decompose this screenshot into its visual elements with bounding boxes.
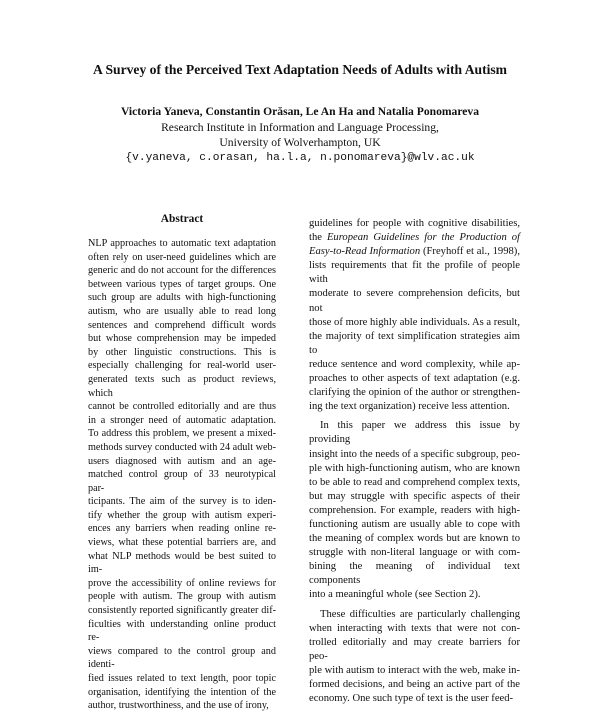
intro-paragraph-3 bbox=[309, 608, 520, 707]
text-line: methods survey conducted with 24 adult web- bbox=[88, 441, 276, 453]
text-line: reduce sentence and word complexity, while ap- bbox=[309, 358, 520, 370]
text-line: To address this problem, we present a mixed- bbox=[88, 428, 276, 440]
text-line: These difficulties are particularly challenging bbox=[320, 608, 520, 620]
text-line: ences any barriers when reading online re- bbox=[88, 523, 276, 535]
text-line: ficulties with understanding online product re- bbox=[88, 618, 276, 644]
text-line: generated texts such as product reviews, which bbox=[88, 373, 276, 399]
text-line: into a meaningful whole (see Section 2). bbox=[309, 589, 481, 601]
text-line: moderate to severe comprehension deficits, but not bbox=[309, 288, 520, 314]
text-line: views, what these potential barriers are, and bbox=[88, 537, 276, 549]
text-line: matched control group of 33 neurotypical par- bbox=[88, 469, 276, 494]
text-line: generic and do not account for the differences bbox=[88, 265, 276, 277]
text-line: proaches to other aspects of text adaptation (e.g. bbox=[309, 373, 520, 385]
text-line: what NLP methods would be best suited to im- bbox=[88, 550, 276, 576]
text-line: ple with autism to interact with the web, make in- bbox=[309, 664, 520, 676]
text-line: NLP approaches to automatic text adaptation bbox=[88, 238, 276, 249]
intro-paragraph-1 bbox=[309, 217, 520, 414]
abstract-body bbox=[88, 237, 276, 713]
text-line: ing the text organization) receive less attention. bbox=[309, 401, 510, 413]
author-emails: {v.yaneva, c.orasan, ha.l.a, n.ponomareva}@wlv.ac.uk bbox=[125, 151, 475, 164]
affiliation-line-1: Research Institute in Information and Language Processing, bbox=[161, 120, 439, 134]
text-line: users diagnosed with autism and an age- bbox=[88, 455, 276, 467]
text-line: In this paper we address this issue by providing bbox=[309, 420, 520, 446]
text-line: ple with high-functioning autism, who are known bbox=[309, 462, 520, 474]
text-line: when interacting with texts that were not con- bbox=[309, 622, 520, 634]
text-line: to be able to read and comprehend complex texts, bbox=[309, 476, 520, 488]
abstract-heading: Abstract bbox=[160, 213, 204, 225]
text-line: those of more highly able individuals. As a result, bbox=[309, 316, 520, 328]
text-line: fied issues related to text length, poor topic bbox=[88, 673, 276, 684]
text-line: views compared to the control group and identi- bbox=[88, 645, 276, 671]
text-line: guidelines for people with cognitive disabilities, bbox=[309, 218, 520, 229]
text-line: the majority of text simplification strategies aim to bbox=[309, 330, 520, 356]
text-line: Easy-to-Read Information (Freyhoff et al., 1998), bbox=[309, 246, 520, 258]
text-line: organisation, identifying the intention of the bbox=[88, 686, 276, 698]
text-line: people with autism. The group with autism bbox=[88, 591, 276, 603]
text-line: the meaning of complex words but are known to bbox=[309, 533, 520, 545]
affiliation-line-2: University of Wolverhampton, UK bbox=[219, 136, 381, 150]
text-line: economy. One such type of text is the user feed- bbox=[309, 693, 514, 705]
text-line: the European Guidelines for the Production of bbox=[309, 232, 520, 244]
text-line: trolled editorially and may create barriers for peo- bbox=[309, 636, 520, 662]
text-line: sentences and comprehend difficult words bbox=[88, 319, 276, 331]
text-line: especially challenging for real-world user- bbox=[88, 360, 276, 372]
text-line: lists requirements that fit the profile of people with bbox=[309, 260, 520, 286]
text-line: consistently reported significantly greater dif- bbox=[88, 605, 276, 617]
text-line: but may struggle with specific aspects of their bbox=[309, 490, 520, 502]
text-line: prove the accessibility of online reviews for bbox=[88, 577, 276, 589]
text-line: such group are adults with high-functioning bbox=[88, 292, 276, 304]
text-line: formed decisions, and being an active part of the bbox=[309, 679, 520, 690]
text-line: author, trustworthiness, and the use of irony, bbox=[88, 700, 269, 712]
intro-paragraph-2 bbox=[309, 419, 520, 602]
text-line: clarifying the opinion of the author or strengthen- bbox=[309, 387, 520, 399]
text-line: insight into the needs of a specific subgroup, peo- bbox=[309, 448, 520, 460]
text-line: functioning autism are usually able to cope with bbox=[309, 518, 520, 530]
text-line: bining the meaning of individual text components bbox=[309, 561, 520, 587]
text-line: comprehension. For example, readers with high- bbox=[309, 504, 520, 516]
right-column-body bbox=[309, 217, 520, 706]
text-line: cannot be controlled editorially and are thus bbox=[88, 401, 276, 413]
text-line: by other linguistic constructions. This is bbox=[88, 346, 276, 358]
text-line: often rely on user-need guidelines which are bbox=[88, 251, 276, 263]
text-line: between various types of target groups. One bbox=[88, 278, 276, 290]
author-block bbox=[0, 104, 600, 166]
text-line: autism, who are usually able to read long bbox=[88, 305, 276, 317]
text-line: tify whether the group with autism experi- bbox=[88, 509, 276, 521]
author-names: Victoria Yaneva, Constantin Orăsan, Le An Ha and Natalia Ponomareva bbox=[120, 105, 480, 118]
paper-title: A Survey of the Perceived Text Adaptation Needs of Adults with Autism bbox=[93, 62, 507, 77]
text-line: ticipants. The aim of the survey is to iden- bbox=[88, 496, 276, 508]
text-line: struggle with non-literal language or with com- bbox=[309, 547, 520, 559]
text-line: but whose comprehension may be impeded bbox=[88, 333, 276, 345]
text-line: in a stronger need of automatic adaptation. bbox=[88, 414, 276, 426]
